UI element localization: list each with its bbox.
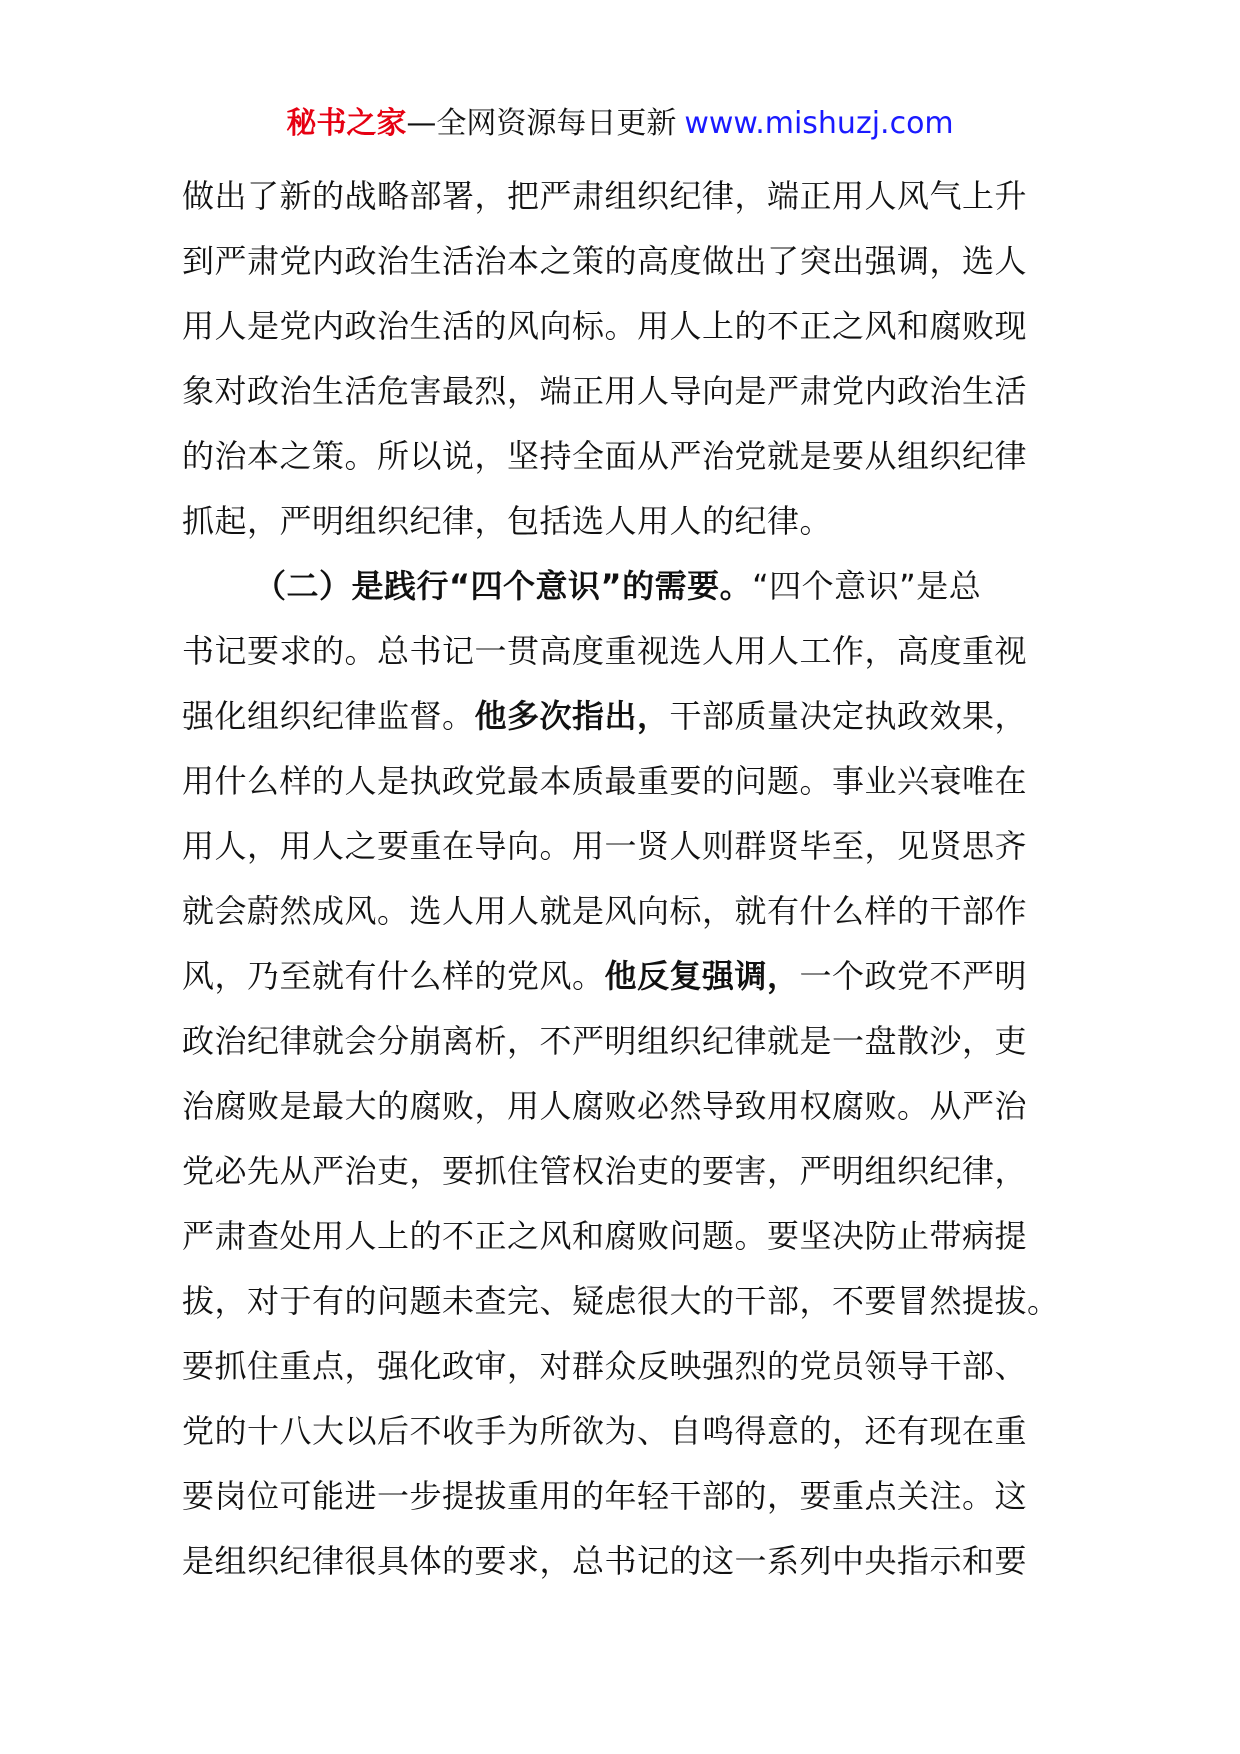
text-line: 书记要求的。总书记一贯高度重视选人用人工作，高度重视 (182, 632, 1028, 670)
text-line: 政治纪律就会分崩离析，不严明组织纪律就是一盘散沙，吏 (182, 1022, 1028, 1060)
header-tagline: —全网资源每日更新 (406, 106, 677, 141)
text-line: 拔，对于有的问题未查完、疑虑很大的干部，不要冒然提拔。 (182, 1282, 1060, 1320)
text-line: 严肃查处用人上的不正之风和腐败问题。要坚决防止带病提 (182, 1217, 1028, 1255)
text-segment: 强化组织纪律监督。 (182, 697, 475, 735)
emphasis-text: 他多次指出， (474, 697, 670, 735)
section-heading-line (182, 554, 1082, 619)
text-line: 要抓住重点，强化政审，对群众反映强烈的党员领导干部、 (182, 1347, 1028, 1385)
text-segment: “四个意识”是总 (752, 567, 982, 605)
brand-name: 秘书之家 (286, 106, 407, 141)
text-segment: 风，乃至就有什么样的党风。 (182, 957, 605, 995)
text-line (182, 944, 1082, 1009)
header-url-link[interactable]: www.mishuzj.com (684, 106, 954, 141)
section-heading: （二）是践行“四个意识”的需要。 (254, 567, 753, 605)
text-line: 治腐败是最大的腐败，用人腐败必然导致用权腐败。从严治 (182, 1087, 1028, 1125)
text-line: 的治本之策。所以说，坚持全面从严治党就是要从组织纪律 (182, 437, 1028, 475)
text-line: 抓起，严明组织纪律，包括选人用人的纪律。 (182, 502, 833, 540)
text-line: 用什么样的人是执政党最本质最重要的问题。事业兴衰唯在 (182, 762, 1028, 800)
text-line: 党必先从严治吏，要抓住管权治吏的要害，严明组织纪律， (182, 1152, 1028, 1190)
text-line: 就会蔚然成风。选人用人就是风向标，就有什么样的干部作 (182, 892, 1028, 930)
text-line: 象对政治生活危害最烈，端正用人导向是严肃党内政治生活 (182, 372, 1028, 410)
text-segment: 一个政党不严明 (799, 957, 1028, 995)
text-segment: 干部质量决定执政效果， (669, 697, 1028, 735)
emphasis-text: 他反复强调， (604, 957, 800, 995)
text-line: 到严肃党内政治生活治本之策的高度做出了突出强调，选人 (182, 242, 1028, 280)
text-line: 做出了新的战略部署，把严肃组织纪律，端正用人风气上升 (182, 177, 1028, 215)
text-line: 党的十八大以后不收手为所欲为、自鸣得意的，还有现在重 (182, 1412, 1028, 1450)
text-line: 用人，用人之要重在导向。用一贤人则群贤毕至，见贤思齐 (182, 827, 1028, 865)
text-line: 要岗位可能进一步提拔重用的年轻干部的，要重点关注。这 (182, 1477, 1028, 1515)
site-header (0, 104, 1240, 144)
document-body (182, 164, 1082, 1594)
text-line (182, 684, 1082, 749)
text-line: 是组织纪律很具体的要求，总书记的这一系列中央指示和要 (182, 1542, 1028, 1580)
text-line: 用人是党内政治生活的风向标。用人上的不正之风和腐败现 (182, 307, 1028, 345)
